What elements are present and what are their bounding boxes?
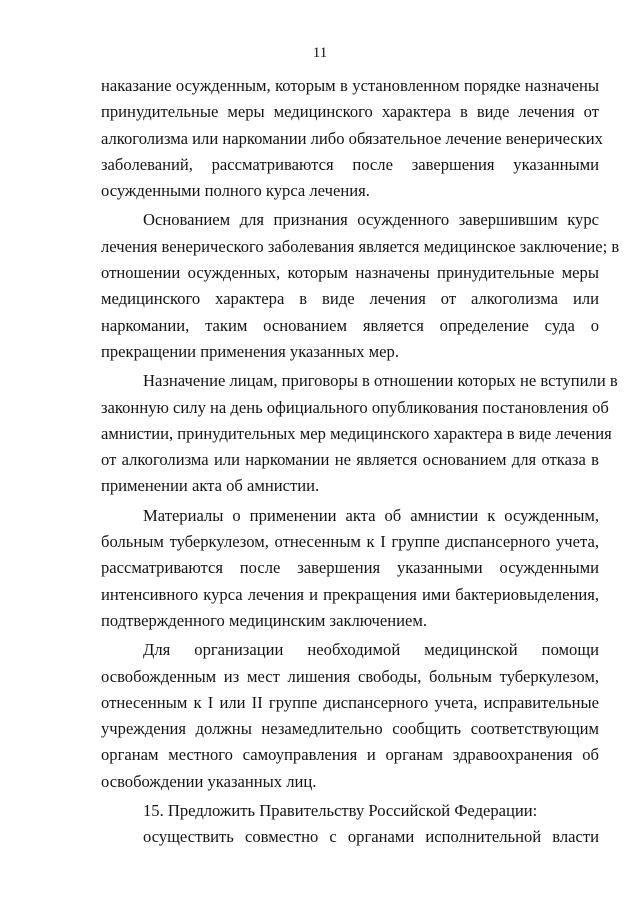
text-line: прекращении применения указанных мер. <box>101 341 399 361</box>
text-line: подтвержденного медицинским заключением. <box>101 610 428 630</box>
text-line: Материалы о применении акта об амнистии к осужденным, <box>143 505 599 525</box>
text-line: алкоголизма или наркомании либо обязательное лечение венерических <box>101 128 603 148</box>
text-line: законную силу на день официального опубликования постановления об <box>101 397 609 417</box>
text-line: наркомании, таким основанием является определение суда о <box>101 315 599 335</box>
paragraph-3 <box>101 368 618 499</box>
text-line: отношении осужденных, которым назначены принудительные меры <box>101 263 599 283</box>
text-line: осуществить совместно с органами исполнительной власти <box>143 827 599 847</box>
text-line: 15. Предложить Правительству Российской Федерации: <box>143 801 538 821</box>
text-line: заболеваний, рассматриваются после завершения указанными <box>101 154 599 174</box>
text-line: Для организации необходимой медицинской помощи <box>143 640 599 660</box>
document-body <box>101 73 620 851</box>
text-line: амнистии, принудительных мер медицинского характера в виде лечения <box>101 423 612 443</box>
paragraph-1 <box>101 73 603 204</box>
text-line: принудительные меры медицинского характера в виде лечения от <box>101 102 599 122</box>
text-line: наказание осужденным, которым в установленном порядке назначены <box>101 76 599 95</box>
paragraph-4 <box>101 503 599 634</box>
text-line: освобожденным из мест лишения свободы, больным туберкулезом, <box>101 666 599 686</box>
paragraph-7 <box>101 824 599 850</box>
paragraph-6 <box>101 798 599 824</box>
text-line: органам местного самоуправления и органам здравоохранения об <box>101 745 599 765</box>
text-line: применении акта об амнистии. <box>101 476 320 496</box>
text-line: от алкоголизма или наркомании не является основанием для отказа в <box>101 450 599 470</box>
text-line: медицинского характера в виде лечения от алкоголизма или <box>101 289 599 309</box>
text-line: Назначение лицам, приговоры в отношении которых не вступили в <box>143 371 618 391</box>
text-line: больным туберкулезом, отнесенным к I группе диспансерного учета, <box>101 532 599 552</box>
paragraph-2 <box>101 207 620 365</box>
text-line: Основанием для признания осужденного завершившим курс <box>143 210 599 230</box>
text-line: отнесенным к I или II группе диспансерного учета, исправительные <box>101 692 599 712</box>
text-line: рассматриваются после завершения указанными осужденными <box>101 558 599 578</box>
text-line: освобождении указанных лиц. <box>101 771 317 791</box>
text-line: интенсивного курса лечения и прекращения ими бактериовыделения, <box>101 584 599 604</box>
text-line: осужденными полного курса лечения. <box>101 181 370 201</box>
text-line: лечения венерического заболевания является медицинское заключение; в <box>101 236 620 256</box>
paragraph-5 <box>101 637 599 795</box>
text-line: учреждения должны незамедлительно сообщить соответствующим <box>101 719 599 739</box>
page-number: 11 <box>312 45 328 61</box>
